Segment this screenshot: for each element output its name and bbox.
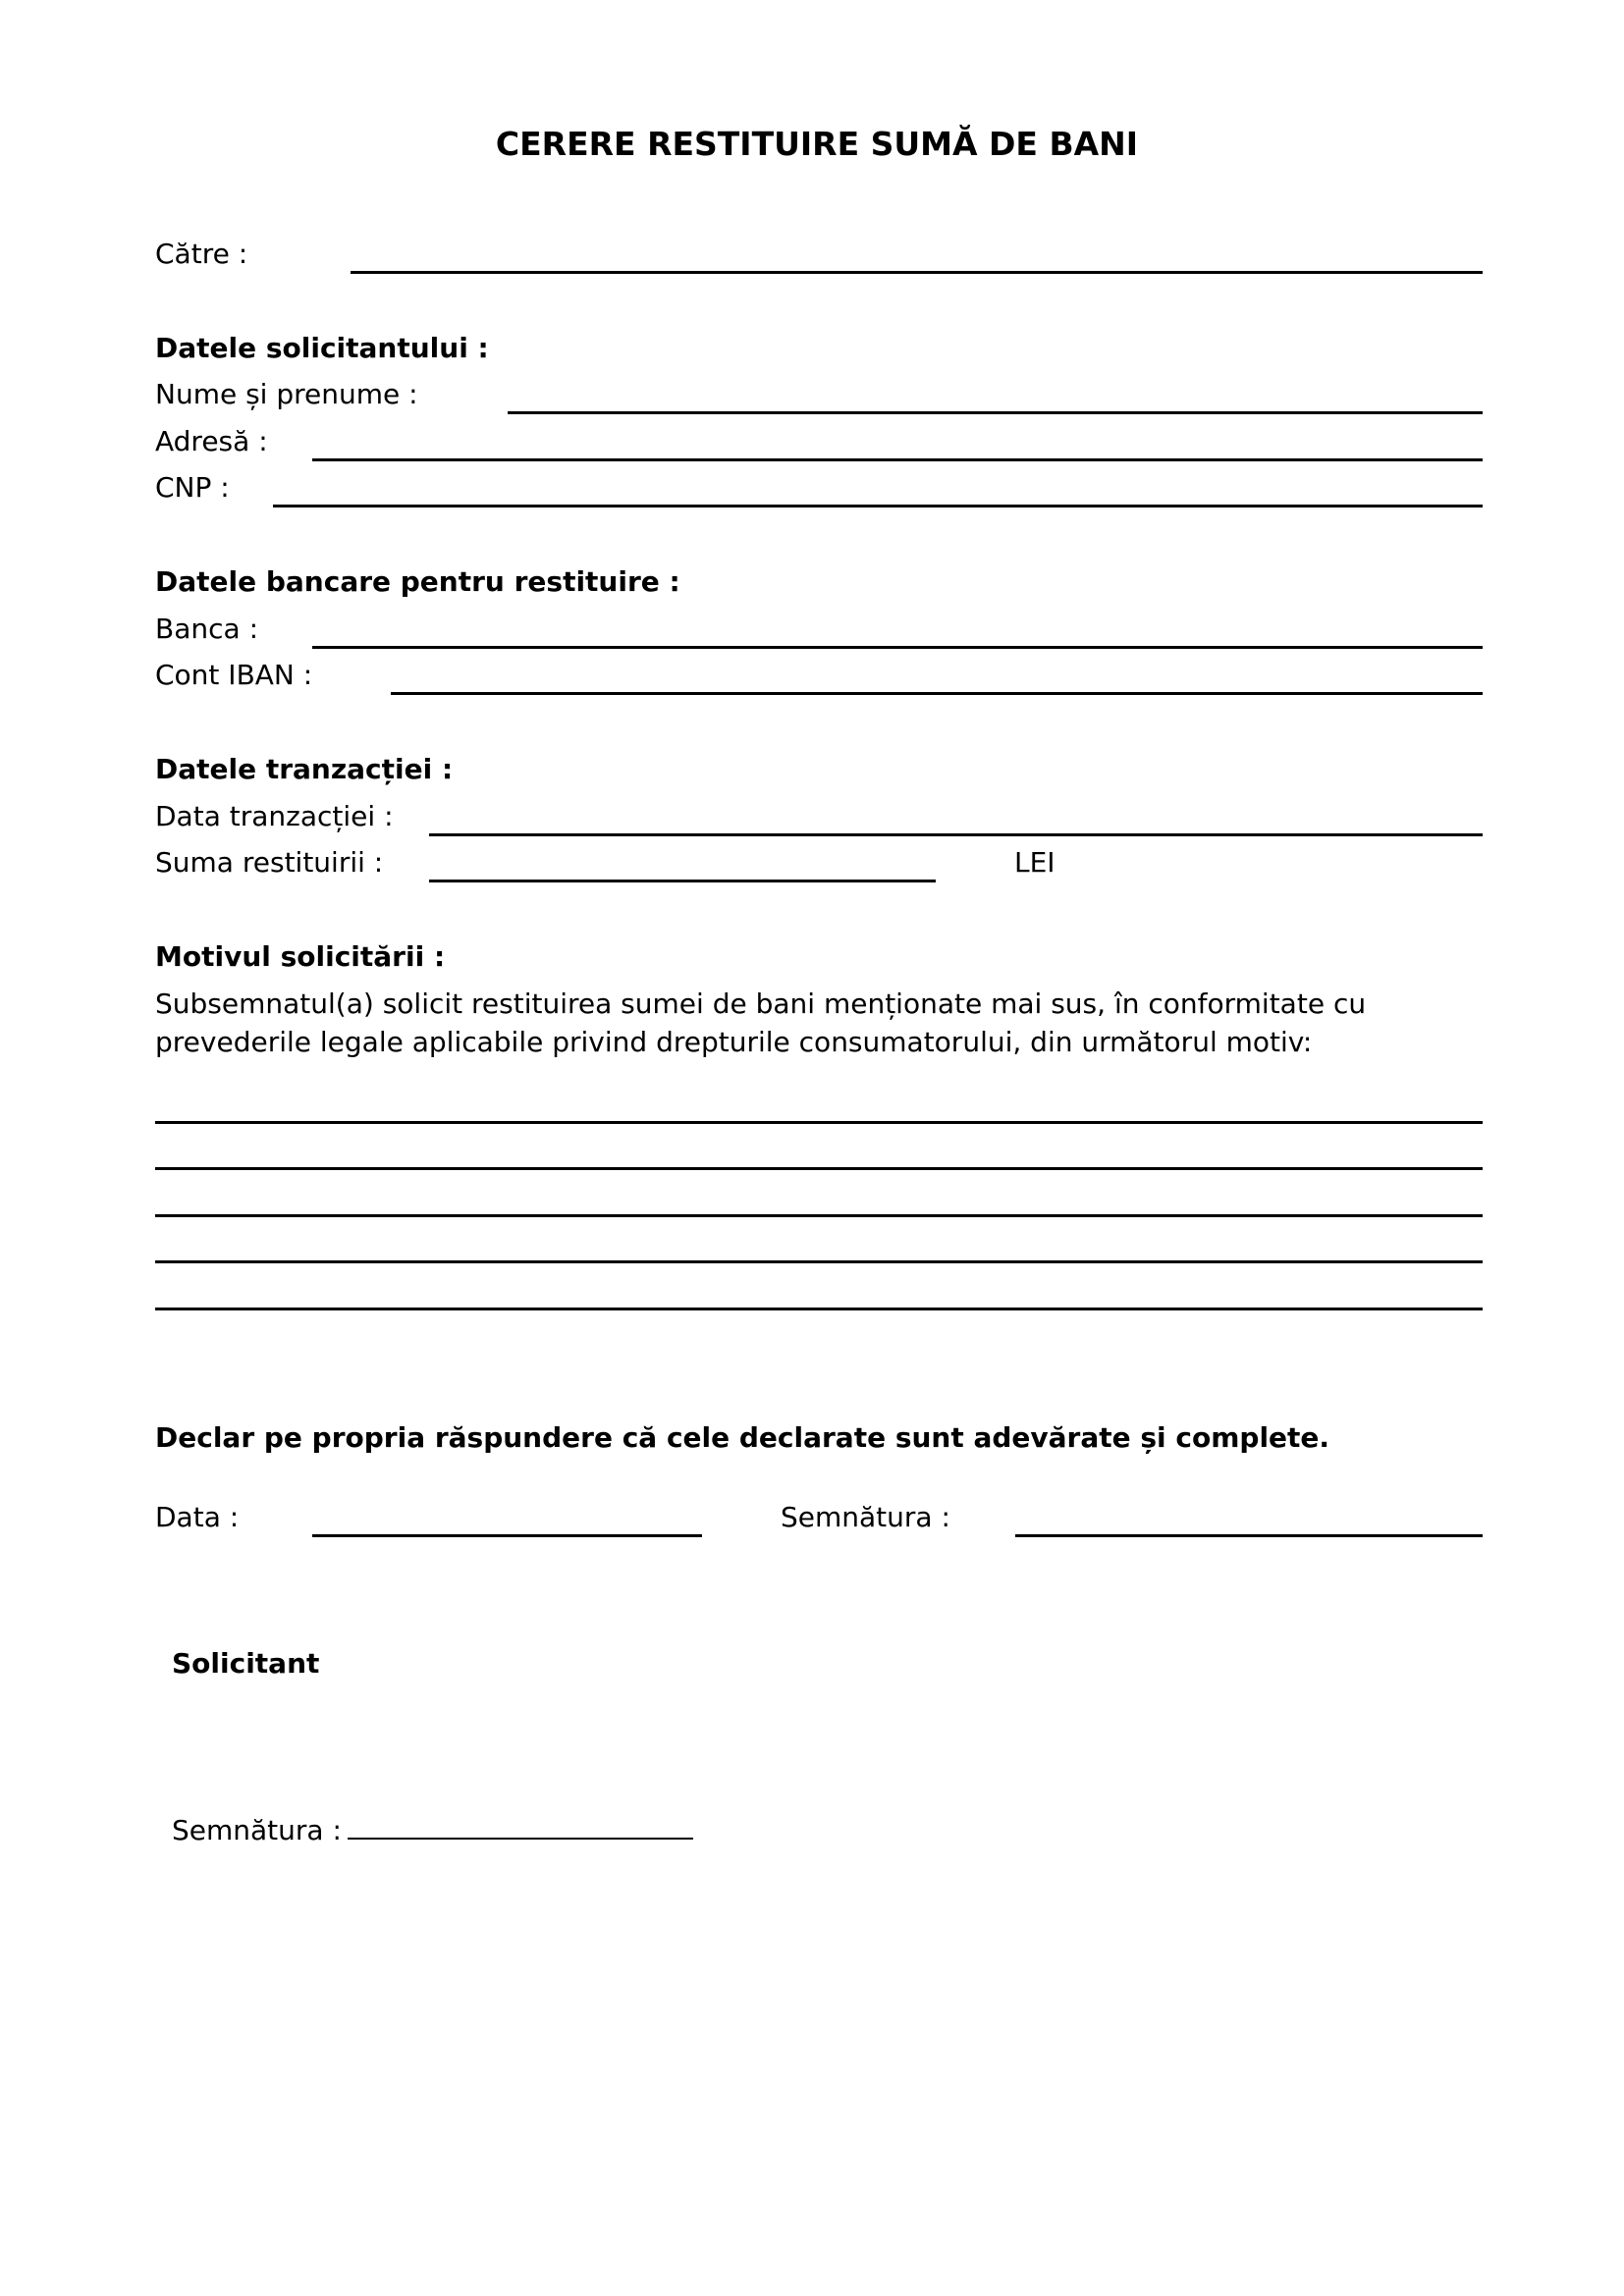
signature-label: Semnătura : [781, 1501, 950, 1533]
transaction-date-field-line[interactable] [429, 833, 1483, 836]
reason-heading: Motivul solicitării : [155, 940, 446, 973]
iban-label: Cont IBAN : [155, 659, 313, 691]
date-field-line[interactable] [312, 1534, 702, 1537]
reason-line[interactable] [155, 1121, 1483, 1124]
transaction-heading: Datele tranzacției : [155, 753, 454, 785]
currency-label: LEI [1014, 846, 1056, 879]
applicant-signature-line[interactable] [348, 1838, 693, 1840]
reason-line[interactable] [155, 1167, 1483, 1170]
transaction-date-label: Data tranzacției : [155, 800, 394, 832]
to-label: Către : [155, 238, 248, 270]
iban-field-line[interactable] [391, 692, 1483, 695]
reason-line[interactable] [155, 1260, 1483, 1263]
reason-line[interactable] [155, 1308, 1483, 1310]
bank-heading: Datele bancare pentru restituire : [155, 565, 680, 598]
cnp-label: CNP : [155, 471, 230, 504]
applicant-heading: Datele solicitantului : [155, 332, 489, 364]
signature-field-line[interactable] [1015, 1534, 1483, 1537]
name-field-line[interactable] [508, 411, 1483, 414]
bank-label: Banca : [155, 613, 258, 645]
address-field-line[interactable] [312, 458, 1483, 461]
cnp-field-line[interactable] [273, 505, 1483, 507]
applicant-signature-label: Semnătura : [172, 1814, 342, 1846]
amount-label: Suma restituirii : [155, 846, 384, 879]
declaration-text: Declar pe propria răspundere că cele declarate sunt adevărate și complete. [155, 1421, 1330, 1454]
applicant-signature-row [172, 1814, 693, 1847]
bank-field-line[interactable] [312, 646, 1483, 649]
address-label: Adresă : [155, 425, 268, 457]
applicant-block-heading: Solicitant [172, 1647, 320, 1680]
name-label: Nume și prenume : [155, 378, 418, 410]
reason-line[interactable] [155, 1214, 1483, 1217]
reason-text-line-2: prevederile legale aplicabile privind drepturile consumatorului, din următorul motiv: [155, 1026, 1313, 1058]
document-title: CERERE RESTITUIRE SUMĂ DE BANI [495, 125, 1139, 163]
reason-paragraph [155, 985, 1490, 1061]
reason-text-line-1: Subsemnatul(a) solicit restituirea sumei de bani menționate mai sus, în conformitate cu [155, 988, 1367, 1020]
to-field-line[interactable] [351, 271, 1483, 274]
amount-field-line[interactable] [429, 880, 936, 882]
date-label: Data : [155, 1501, 240, 1533]
